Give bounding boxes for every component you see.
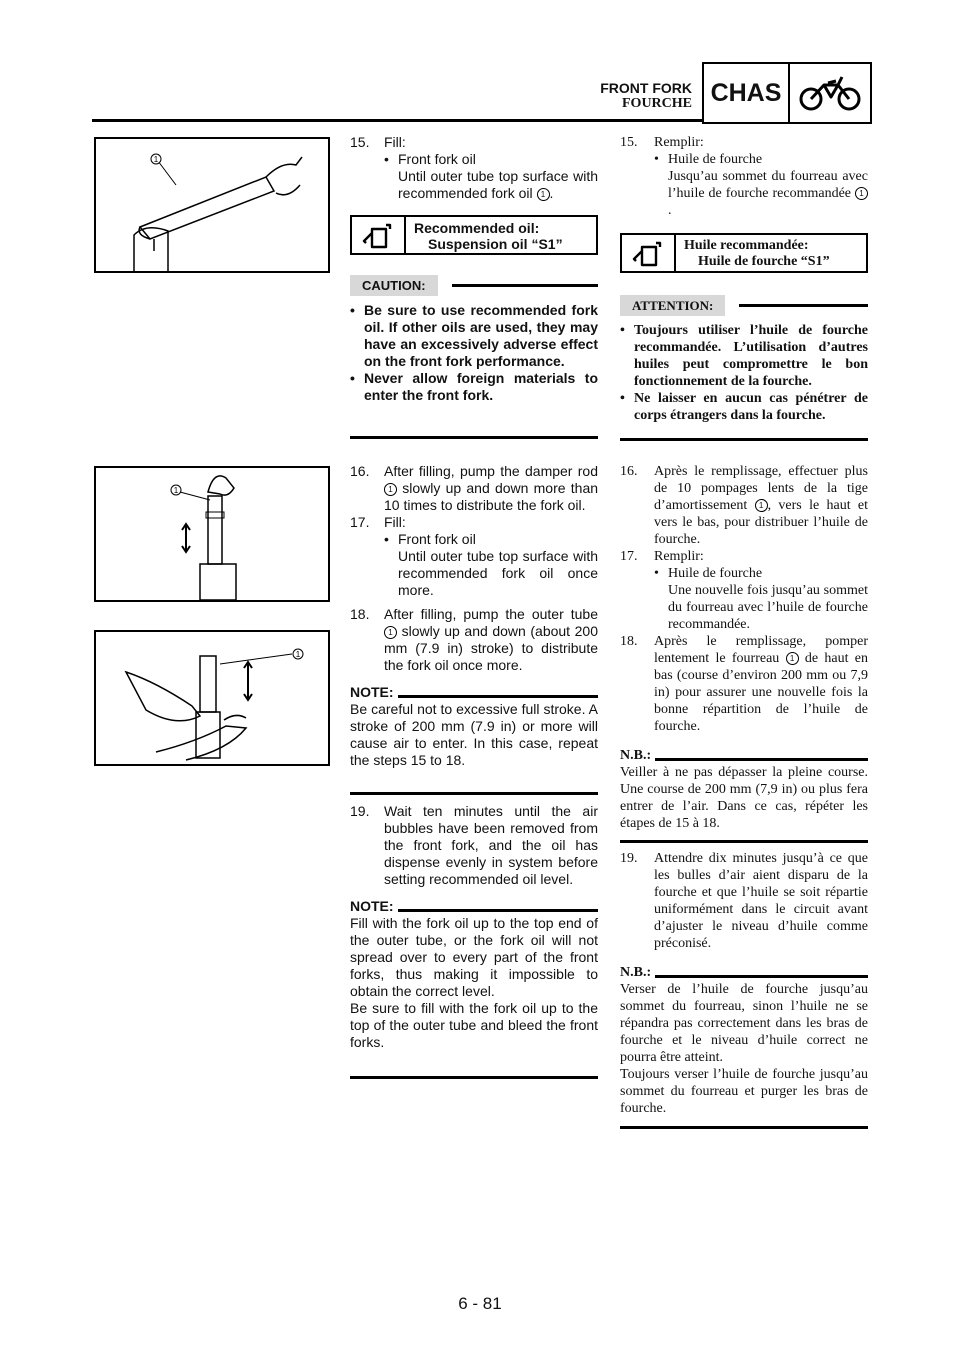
english-column-3 (350, 803, 598, 1051)
french-column: 15. Remplir: • Huile de fourche Jusqu’au sommet du fourreau avec l’huile de fourche recommandée 1. Huile recommandée: Huile de fourche “S1” ATTENTION: • Toujours utiliser l’huile de fourche recommandée. L’utilisation d’autres huiles peut compromettre le bon fonctionnement de la fourche. • Ne laisser en aucun cas pénétrer de corps étrangers dans la fourche. (620, 135, 868, 423)
french-column-3 (620, 850, 868, 1117)
caution-rule-fr (620, 438, 868, 441)
header-rule (92, 119, 702, 122)
motorcycle-icon (790, 64, 870, 122)
callout-marker: 1 (537, 188, 550, 201)
recommended-oil-box-en: Recommended oil: Suspension oil “S1” (350, 215, 598, 255)
note-1-fr: N.B.: Veiller à ne pas dépasser la pleine course. Une course de 200 mm (7,9 in) ou plus fera entrer de l’air. Dans ce cas, répéter les étapes de 15 à 18. (620, 748, 868, 831)
svg-text:1: 1 (173, 486, 179, 495)
section-label: CHAS (704, 64, 790, 122)
step-17-en: 17. Fill: • Front fork oil Until outer tube top surface with recommended fork oil once more. (350, 514, 598, 598)
page-header (560, 62, 870, 122)
english-column-2 (350, 463, 598, 769)
header-title-fr: FOURCHE (622, 96, 692, 111)
french-column-2 (620, 463, 868, 832)
step-19-fr: 19. Attendre dix minutes jusqu’à ce que les bulles d’air aient disparu de la fourche et que l’huile se soit répartie uniformément dans le circuit avant d’ajuster le niveau d’huile comme préconisé. (620, 851, 868, 951)
step-15-en: 15. Fill: • Front fork oil Until outer tube top surface with recommended fork oil 1 . (350, 134, 598, 201)
step-18-fr: 18. Après le remplissage, pomper lentement le fourreau 1 de haut en bas (course d’environ 200 mm ou 7,9 in) pour assurer une nouvelle fois la bonne répartition de l’huile de fourche. (620, 634, 869, 734)
caution-rule-en (350, 436, 598, 439)
note-1-en: NOTE: Be careful not to excessive full stroke. A stroke of 200 mm (7.9 in) or more will cause air to enter. In this case, repeat the steps 15 to 18. (350, 684, 598, 768)
note-2-rule-en (350, 1076, 598, 1079)
note-2-en: NOTE: Fill with the fork oil up to the top end of the outer tube, or the fork oil will not spread over to every part of the front forks, thus making it impossible to obtain the correct level. Be sure to fill with the fork oil up to the top of the outer tube and bleed the front forks. (350, 898, 598, 1050)
note-1-rule-fr (620, 840, 868, 843)
header-title-en: FRONT FORK (600, 80, 692, 96)
oil-can-icon (352, 217, 406, 253)
recommended-oil-box-fr: Huile recommandée: Huile de fourche “S1” (620, 233, 868, 273)
step-16-en: 16. After filling, pump the damper rod 1 slowly up and down more than 10 times to distribute the fork oil. (350, 463, 599, 513)
step-15-fr: 15. Remplir: • Huile de fourche Jusqu’au sommet du fourreau avec l’huile de fourche recommandée 1. (620, 135, 868, 218)
step-19-en: 19. Wait ten minutes until the air bubbles have been removed from the front fork, and the oil has dispense evenly in system before setting recommended oil level. (350, 803, 598, 887)
figure-pump-damper-rod (94, 466, 330, 602)
note-2-rule-fr (620, 1126, 868, 1129)
figure-callout: 1 (153, 155, 159, 164)
note-2-fr: N.B.: Verser de l’huile de fourche jusqu’au sommet du fourreau, sinon l’huile ne se répandra pas correctement dans les bras de fourche et le niveau d’huile correct ne pourra être atteint. Toujours verser l’huile de fourche jusqu’au sommet du fourreau et purger les bras de fourche. (620, 965, 868, 1116)
figure-fill-oil (94, 137, 330, 273)
oil-can-icon (622, 235, 676, 271)
caution-heading-en: CAUTION: (350, 275, 598, 296)
caution-heading-fr: ATTENTION: (620, 295, 868, 316)
section-badge (702, 62, 872, 124)
step-17-fr: 17. Remplir: • Huile de fourche Une nouvelle fois jusqu’au sommet du fourreau avec l’huile de fourche recommandée. (620, 549, 868, 632)
step-18-en: 18. After filling, pump the outer tube 1 slowly up and down (about 200 mm (7.9 in) stroke) to distribute the fork oil once more. (350, 606, 598, 673)
step-16-fr: 16. Après le remplissage, effectuer plus de 10 pompages lents de la tige d’amortissement 1 , vers le haut et vers le bas, pour distribuer l’huile de fourche. (620, 464, 868, 547)
page-number: 6 - 81 (458, 1294, 502, 1313)
figure-pump-outer-tube (94, 630, 330, 766)
svg-text:1: 1 (295, 650, 301, 659)
note-1-rule-en (350, 792, 598, 795)
english-column: 15. Fill: • Front fork oil Until outer tube top surface with recommended fork oil 1 . Recommended oil: Suspension oil “S1” CAUTION: • Be sure to use recommended fork oil. If other oils are used, they may have an excessively adverse effect on the front fork performance. • Never allow foreign materials to enter the front fork. (350, 134, 598, 403)
